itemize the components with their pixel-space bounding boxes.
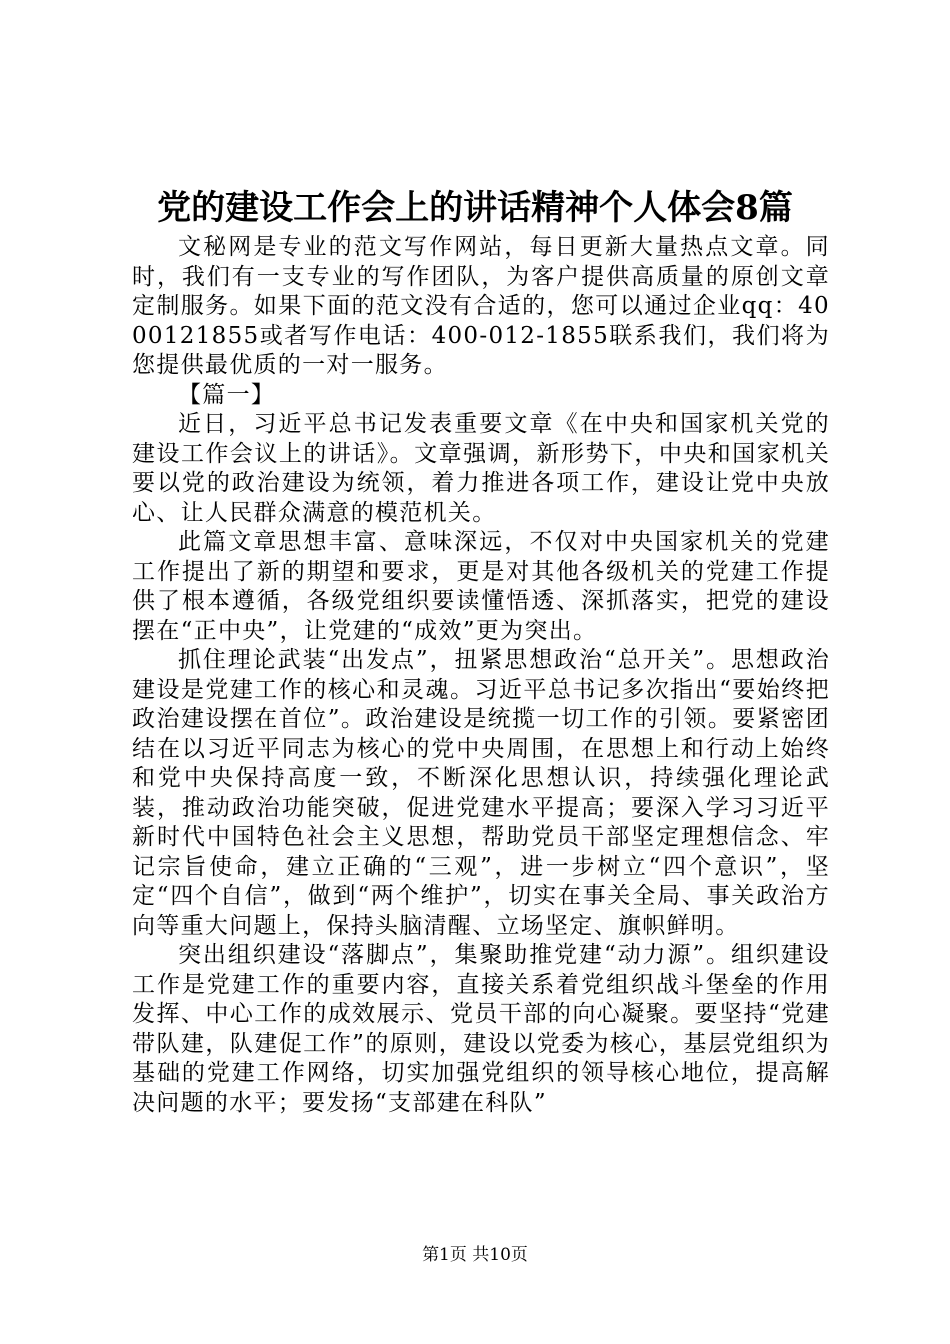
- page-number: 第1页 共10页: [422, 1245, 528, 1265]
- section-heading: 【篇一】: [178, 381, 276, 408]
- document-title: 党的建设工作会上的讲话精神个人体会8篇: [157, 188, 793, 228]
- body-paragraph: 突出组织建设“落脚点”，集聚助推党建“动力源”。组织建设工作是党建工作的重要内容，直接关系着党组织战斗堡垒的作用发挥、中心工作的成效展示、党员干部的向心凝聚。要坚持“党建带队建，队建促工作”的原则，建设以党委为核心，基层党组织为基础的党建工作网络，切实加强党组织的领导核心地位，提高解决问题的水平；要发扬“支部建在科队”: [132, 942, 830, 1116]
- intro-paragraph: 文秘网是专业的范文写作网站，每日更新大量热点文章。同时，我们有一支专业的写作团队，为客户提供高质量的原创文章定制服务。如果下面的范文没有合适的，您可以通过企业qq：4000121855或者写作电话：400-012-1855联系我们，我们将为您提供最优质的一对一服务。: [132, 234, 830, 378]
- document-body: [132, 233, 830, 1118]
- body-paragraph: 抓住理论武装“出发点”，扭紧思想政治“总开关”。思想政治建设是党建工作的核心和灵魂。习近平总书记多次指出“要始终把政治建设摆在首位”。政治建设是统揽一切工作的引领。要紧密团结在以习近平同志为核心的党中央周围，在思想上和行动上始终和党中央保持高度一致，不断深化思想认识，持续强化理论武装，推动政治功能突破，促进党建水平提高；要深入学习习近平新时代中国特色社会主义思想，帮助党员干部坚定理想信念、牢记宗旨使命，建立正确的“三观”，进一步树立“四个意识”，坚定“四个自信”，做到“两个维护”，切实在事关全局、事关政治方向等重大问题上，保持头脑清醒、立场坚定、旗帜鲜明。: [132, 647, 830, 939]
- body-paragraph: 此篇文章思想丰富、意味深远，不仅对中央国家机关的党建工作提出了新的期望和要求，更是对其他各级机关的党建工作提供了根本遵循，各级党组织要读懂悟透、深抓落实，把党的建设摆在“正中央”，让党建的“成效”更为突出。: [132, 529, 830, 644]
- page-footer: [0, 1244, 950, 1266]
- body-paragraph: 近日，习近平总书记发表重要文章《在中央和国家机关党的建设工作会议上的讲话》。文章强调，新形势下，中央和国家机关要以党的政治建设为统领，着力推进各项工作，建设让党中央放心、让人民群众满意的模范机关。: [132, 411, 830, 526]
